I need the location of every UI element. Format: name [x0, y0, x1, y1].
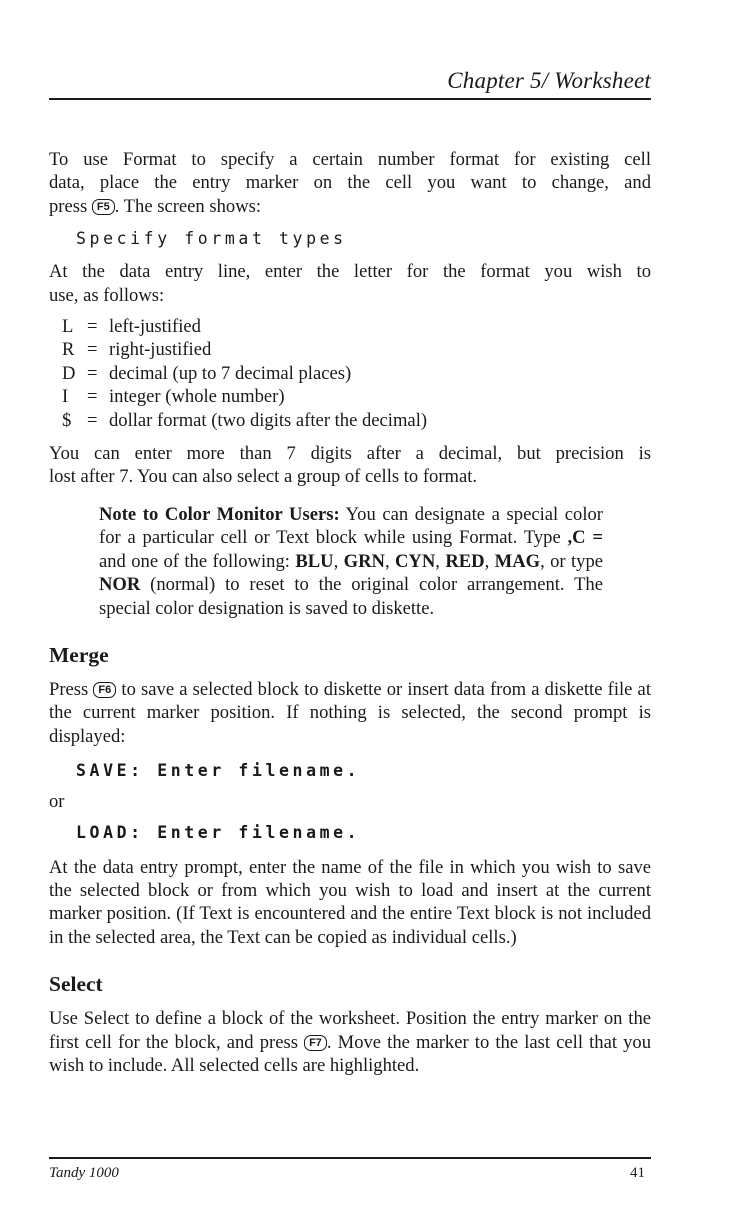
select-text: Use Select to define a block of the worksheet. Position the entry marker on the first cell for the block, and press: [49, 1008, 651, 1053]
precision-line-1: You can enter more than 7 digits after a decimal, but precision is: [49, 443, 651, 465]
merge-paragraph: [49, 678, 651, 748]
color-nor: NOR: [99, 574, 141, 596]
format-intro-line-2: data, place the entry marker on the cell you want to change, and: [49, 172, 651, 194]
list-item: [62, 338, 651, 361]
page-number: 41: [630, 1165, 645, 1181]
format-entry-line-2: use, as follows:: [49, 284, 165, 306]
or-text: or: [49, 791, 65, 813]
note-text: You can designate a special color for a particular cell or Text block while using Format. Type: [99, 503, 603, 549]
format-intro-line-1: To use Format to specify a certain number format for existing cell: [49, 149, 651, 170]
note-separator: ,: [435, 550, 446, 572]
select-text: . Move the marker to the last cell that you wish to include. All selected cells are highlighted.: [49, 1031, 651, 1076]
format-letter: D: [62, 362, 76, 384]
select-paragraph: [49, 1007, 651, 1077]
note-separator: ,: [384, 550, 395, 572]
merge-heading: Merge: [49, 642, 109, 667]
screen-prompt-specify-format: Specify format types: [76, 229, 347, 249]
list-item: [62, 362, 651, 385]
chapter-header: Chapter 5/ Worksheet: [447, 68, 651, 93]
select-heading: Select: [49, 972, 103, 997]
screen-shows-text: . The screen shows:: [114, 195, 262, 217]
equals-sign: =: [87, 316, 98, 338]
equals-sign: =: [87, 386, 98, 408]
color-cyn: CYN: [394, 550, 436, 572]
note-text: , or type: [540, 550, 604, 572]
header-rule: [49, 98, 651, 100]
color-mag: MAG: [494, 550, 541, 572]
list-item: [62, 315, 651, 338]
footer-rule: [49, 1157, 651, 1159]
equals-sign: =: [87, 339, 98, 361]
format-description: dollar format (two digits after the decimal): [109, 409, 428, 431]
format-letter: I: [62, 386, 69, 408]
f7-key-icon: F7: [304, 1035, 327, 1051]
note-paragraph: [99, 503, 603, 620]
note-separator: ,: [333, 550, 344, 572]
color-blu: BLU: [295, 550, 334, 572]
precision-line-2: lost after 7. You can also select a group of cells to format.: [49, 466, 478, 488]
f5-key-icon: F5: [92, 199, 115, 215]
format-entry-line-1: At the data entry line, enter the letter for the format you wish to: [49, 261, 651, 283]
merge-text: to save a selected block to diskette or insert data from a diskette file at the current marker position. If nothing is selected, the second prompt is displayed:: [49, 678, 651, 747]
color-monitor-note: [99, 503, 603, 620]
note-separator: ,: [484, 550, 495, 572]
format-letter: L: [62, 316, 74, 338]
color-red: RED: [445, 550, 485, 572]
format-description: left-justified: [109, 316, 201, 338]
format-letter: $: [62, 409, 72, 431]
equals-sign: =: [87, 362, 98, 384]
color-code: ,C =: [567, 527, 603, 549]
list-item: [62, 409, 651, 432]
format-description: decimal (up to 7 decimal places): [109, 362, 352, 384]
footer-product: Tandy 1000: [49, 1165, 119, 1181]
format-description: right-justified: [109, 339, 212, 361]
note-text: (normal) to reset to the original color arrangement. The special color designation is saved to diskette.: [99, 574, 603, 619]
page-body: [49, 148, 651, 1077]
color-grn: GRN: [343, 550, 385, 572]
equals-sign: =: [87, 409, 98, 431]
press-text: press: [49, 195, 88, 217]
format-intro-line-3: [49, 195, 651, 218]
format-list: [62, 315, 651, 432]
press-text: Press: [49, 678, 89, 700]
note-label: Note to Color Monitor Users:: [99, 503, 340, 525]
note-text: and one of the following:: [99, 550, 296, 572]
format-letter: R: [62, 339, 75, 361]
screen-prompt-save: SAVE: Enter filename.: [76, 761, 361, 781]
format-description: integer (whole number): [109, 386, 285, 408]
f6-key-icon: F6: [93, 682, 116, 698]
screen-prompt-load: LOAD: Enter filename.: [76, 822, 361, 842]
list-item: [62, 385, 651, 408]
merge-after-paragraph: At the data entry prompt, enter the name of the file in which you wish to save the selected block or from which you wish to load and insert at the current marker position. (If Text is encountered and the entire Text block is not included in the selected area, the Text can be copied as individual cells.): [49, 856, 651, 948]
